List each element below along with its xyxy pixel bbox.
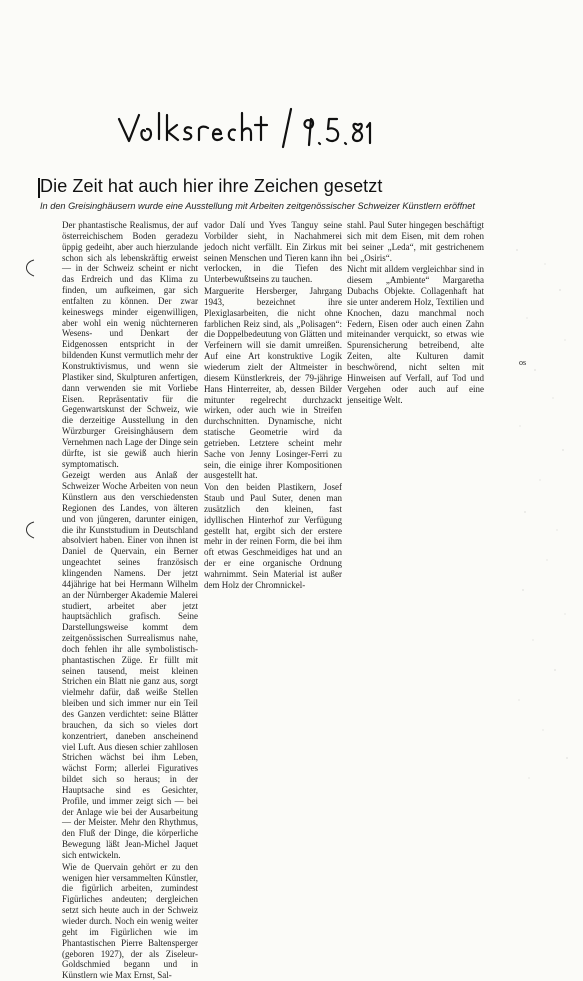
column-1-paragraph-3: Wie de Quervain gehört er zu den wenigen hier versammelten Künstler, die figürlich arbeiten, zumindest Figürliches andeuten; dergleichen setzt sich heute auch in der Schweiz wieder durch. Noch ein wenig weiter geht im Figürlichen wie im Phantastischen Pierre Baltensperger (geboren 1927), der als Ziseleur-Goldschmied begann und in Künstlern wie Max Ernst, Sal- [62,861,198,981]
handwriting-text: Volksrecht / 9. 5. 81 [115,155,124,156]
article-headline: Die Zeit hat auch hier ihre Zeichen gesetzt [40,176,383,196]
column-3-paragraph-1: stahl. Paul Suter hingegen beschäftigt sich mit dem Eisen, mit dem rohen bei seiner „Leda“, mit gestrichenem bei „Osiris“. [347,220,484,263]
margin-punch-mark-lower [19,520,37,540]
column-2-paragraph-1: vador Dalí und Yves Tanguy seine Vorbilder sieht, in Nachahmerei jedoch nicht verfällt. Ein Zirkus mit seinen Menschen und Tieren kann ihn verlocken, in die Tiefen des Unterbewußtseins zu tauchen. [204,220,342,285]
column-3-paragraph-2: Nicht mit alldem vergleichbar sind in diesem „Ambiente“ Margaretha Dubachs Objekte. Collagenhaft hat sie unter anderem Holz, Textilien und Knochen, dazu manchmal noch Federn, Eisen oder auch einen Zahn miteinander verquickt, so etwas wie Spurensicherung betreibend, alte Zeiten, alte Kulturen damit beschwörend, nicht selten mit Hinweisen auf Verfall, auf Tod und Vergehen oder auch auf eine jenseitige Welt. [347,264,484,405]
column-2-paragraph-2: Marguerite Hersberger, Jahrgang 1943, bezeichnet ihre Plexiglasarbeiten, die nicht ohne farblichen Reiz sind, als „Polisagen“: die Doppelbedeutung von Glätten und Verfeinern will sie damit umreißen. Auf eine Art konstruktive Logik wiederum zielt der Altmeister in diesem Künstlerkreis, der 79-jährige Hans Hinterreiter, ab, dessen Bilder mitunter regelrecht durchzackt wirken, oder auch wie in Streifen durchschnitten. Dynamische, nicht statische Geometrie wird da getrieben. Letztere scheint mehr Sache von Jenny Losinger-Ferri zu sein, die einige ihrer Kompositionen ausgestellt hat. [204,286,342,481]
margin-punch-mark-upper [19,258,37,278]
article-column-2 [204,220,342,591]
column-2-paragraph-3: Von den beiden Plastikern, Josef Staub und Paul Suter, denen man zusätzlich den kleinen, fast idyllischen Hinterhof zur Verfügung gestellt hat, ergibt sich der erstere mehr in der reinen Form, die bei ihm oft etwas Geschmeidiges hat und an der er eine organische Ordnung wahrnimmt. Sein Material ist außer dem Holz der Chromnickel- [204,482,342,590]
article-column-3 [347,220,484,405]
photocopy-speckle-texture [505,230,575,790]
column-1-paragraph-2: Gezeigt werden aus Anlaß der Schweizer Woche Arbeiten von neun Künstlern aus den verschiedensten Regionen des Landes, von älteren und von jüngeren, darunter einigen, die ihr Kunststudium in Deutschland absolviert haben. Einer von ihnen ist Daniel de Quervain, ein Berner ungeachtet seines französisch klingenden Namens. Der jetzt 44jährige hat bei Hermann Wilhelm an der Nürnberger Akademie Malerei studiert, arbeitet aber jetzt hauptsächlich grafisch. Seine Darstellungsweise kommt dem zeitgenössischen Surrealismus nahe, doch fehlen ihr alle symbolistisch-phantastischen Züge. Er füllt mit seinen tausend, meist kleinen Strichen ein Blatt nie ganz aus, sorgt vielmehr dafür, daß weiße Stellen bleiben und sich immer nur ein Teil des Ganzen verdichtet: seine Blätter brauchen, da sich so vieles dort konzentriert, daneben anscheinend viel Luft. Aus diesen schier zahllosen Strichen wächst bei ihm Leben, wächst Form; allerlei Figuratives bildet sich so heraus; in der Hauptsache sind es Gesichter, Profile, und immer zeigt sich — bei der Anlage wie bei der Ausarbeitung — der Meister. Mehr den Rhythmus, den Fluß der Dinge, die körperliche Bewegung läßt Jean-Michel Jaquet sich entwickeln. [62,470,198,860]
handwritten-source-date-note [115,105,375,157]
article-column-1 [62,220,198,981]
column-1-paragraph-1: Der phantastische Realismus, der auf österreichischem Boden geradezu üppig gedeiht, aber auch hierzulande schon sich als lebenskräftig erweist — in der Schweiz scheint er nicht das Erdreich und das Klima zu finden, um aufkeimen, gar sich entfalten zu können. Der zwar keineswegs minder eigenwilligen, aber wohl ein wenig nüchterneren Wesens- und Denkart der Eidgenossen entspricht in der bildenden Kunst vermutlich mehr der Konstruktivismus, und wenn sie Plastiker sind, Skulpturen anfertigen, dann verwenden sie mit Vorliebe Eisen. Repräsentativ für die Gegenwartskunst der Schweiz, wie die derzeitige Ausstellung in den Würzburger Greisinghäusern dem Vernehmen nach Lage der Dinge sein dürfte, ist sie gewiß auch hierin symptomatisch. [62,220,198,469]
continuation-mark: os [519,358,527,367]
article-subheadline: In den Greisinghäusern wurde eine Ausstellung mit Arbeiten zeitgenössischer Schweizer Künstlern eröffnet [40,201,475,211]
